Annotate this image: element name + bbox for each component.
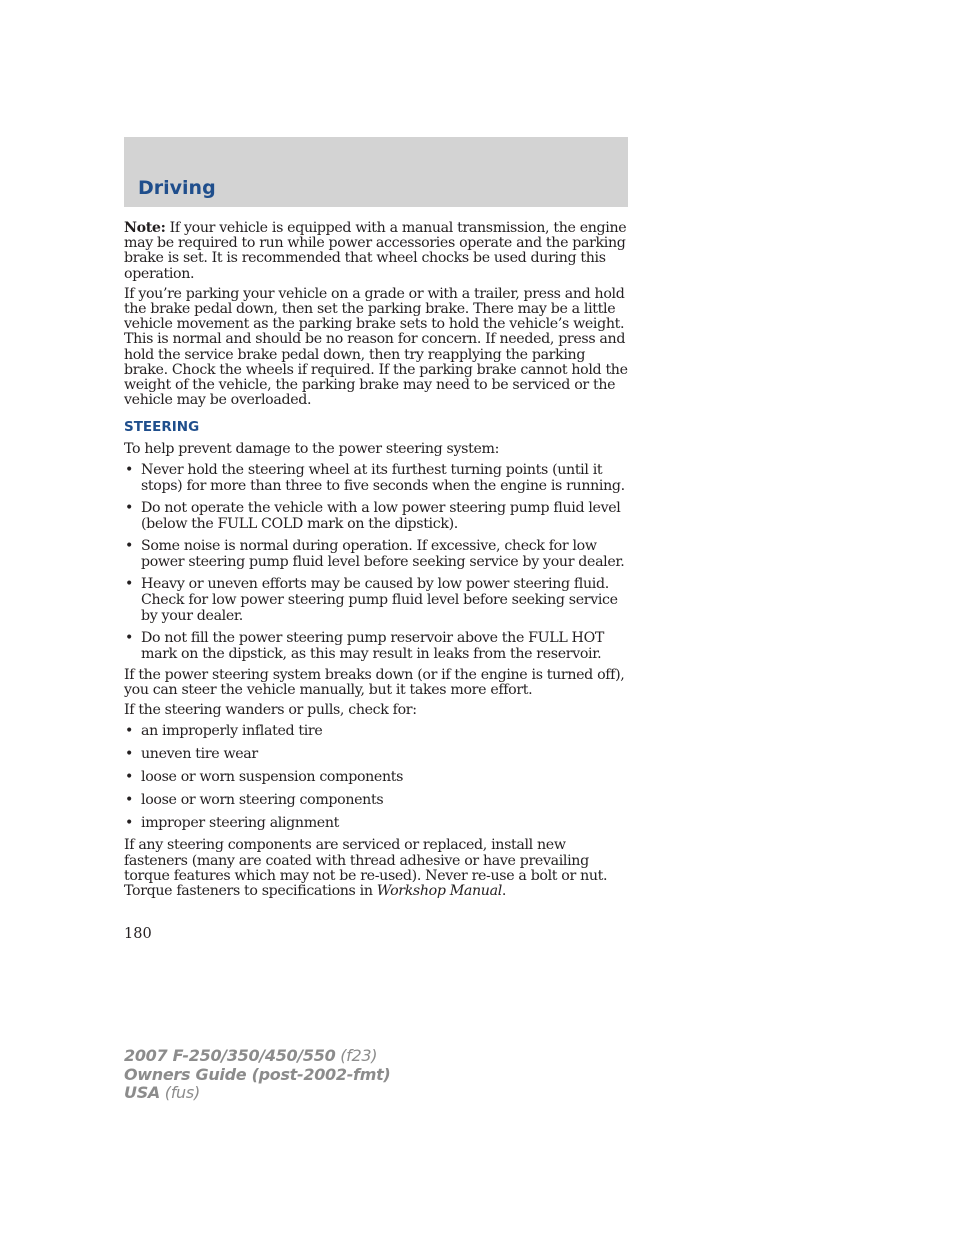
fasteners-paragraph (124, 838, 630, 899)
wander-intro: If the steering wanders or pulls, check for: (124, 702, 417, 719)
parking-paragraph: If you’re parking your vehicle on a grade or with a trailer, press and hold the brake pedal down, then set the parking brake. There may be a little vehicle movement as the parking brake sets to hold the vehicle’s weight. This is normal and should be no reason for concern. If needed, press and hold the service brake pedal down, then try reapplying the parking brake. Chock the wheels if required. If the parking brake cannot hold the weight of the vehicle, the parking brake may need to be serviced or the vehicle may be overloaded. (124, 285, 628, 409)
page-number: 180 (124, 926, 152, 942)
document-footer (124, 1047, 390, 1103)
note-paragraph (124, 221, 630, 282)
steering-intro: To help prevent damage to the power steering system: (124, 440, 500, 457)
steering-tips-list (124, 462, 630, 662)
list-item: • Heavy or uneven efforts may be caused by low power steering fluid. Check for low power steering pump fluid level before seeking service by your dealer. (124, 576, 630, 624)
steering-heading: STEERING (124, 419, 200, 436)
breakdown-paragraph: If the power steering system breaks down (or if the engine is turned off), you can steer the vehicle manually, but it takes more effort. (124, 666, 625, 699)
footer-model-line (124, 1047, 390, 1066)
steering-checks-list (124, 723, 630, 831)
footer-market-code: (fus) (160, 1083, 200, 1102)
fasteners-end: . (501, 883, 507, 900)
footer-market-line (124, 1084, 390, 1103)
list-item: • uneven tire wear (124, 746, 630, 762)
list-item: • an improperly inflated tire (124, 723, 630, 739)
list-item: • loose or worn steering components (124, 792, 630, 808)
section-header-band (124, 137, 628, 207)
list-item: • Do not operate the vehicle with a low power steering pump fluid level (below the FULL COLD mark on the dipstick). (124, 500, 630, 532)
list-item: • Never hold the steering wheel at its furthest turning points (until it stops) for more than three to five seconds when the engine is running. (124, 462, 630, 494)
note-label: Note: (124, 220, 166, 236)
note-text: If your vehicle is equipped with a manual transmission, the engine may be required to run while power accessories operate and the parking brake is set. It is recommended that wheel chocks be used during this operation. (124, 220, 627, 282)
workshop-manual-reference: Workshop Manual (376, 883, 502, 900)
list-item: • Do not fill the power steering pump reservoir above the FULL HOT mark on the dipstick, as this may result in leaks from the reservoir. (124, 630, 630, 662)
section-title: Driving (138, 177, 216, 199)
footer-model-code: (f23) (335, 1046, 378, 1065)
footer-market: USA (124, 1083, 160, 1102)
list-item: • improper steering alignment (124, 815, 630, 831)
page-content (124, 221, 630, 904)
list-item: • loose or worn suspension components (124, 769, 630, 785)
list-item: • Some noise is normal during operation. If excessive, check for low power steering pump fluid level before seeking service by your dealer. (124, 538, 630, 570)
footer-guide: Owners Guide (post-2002-fmt) (124, 1064, 391, 1084)
footer-model: 2007 F-250/350/450/550 (124, 1046, 336, 1065)
fasteners-text: If any steering components are serviced or replaced, install new fasteners (many are coated with thread adhesive or have prevailing torque features which may not be re-used). Never re-use a bolt or nut. Torque fasteners to specifications in (124, 837, 608, 900)
